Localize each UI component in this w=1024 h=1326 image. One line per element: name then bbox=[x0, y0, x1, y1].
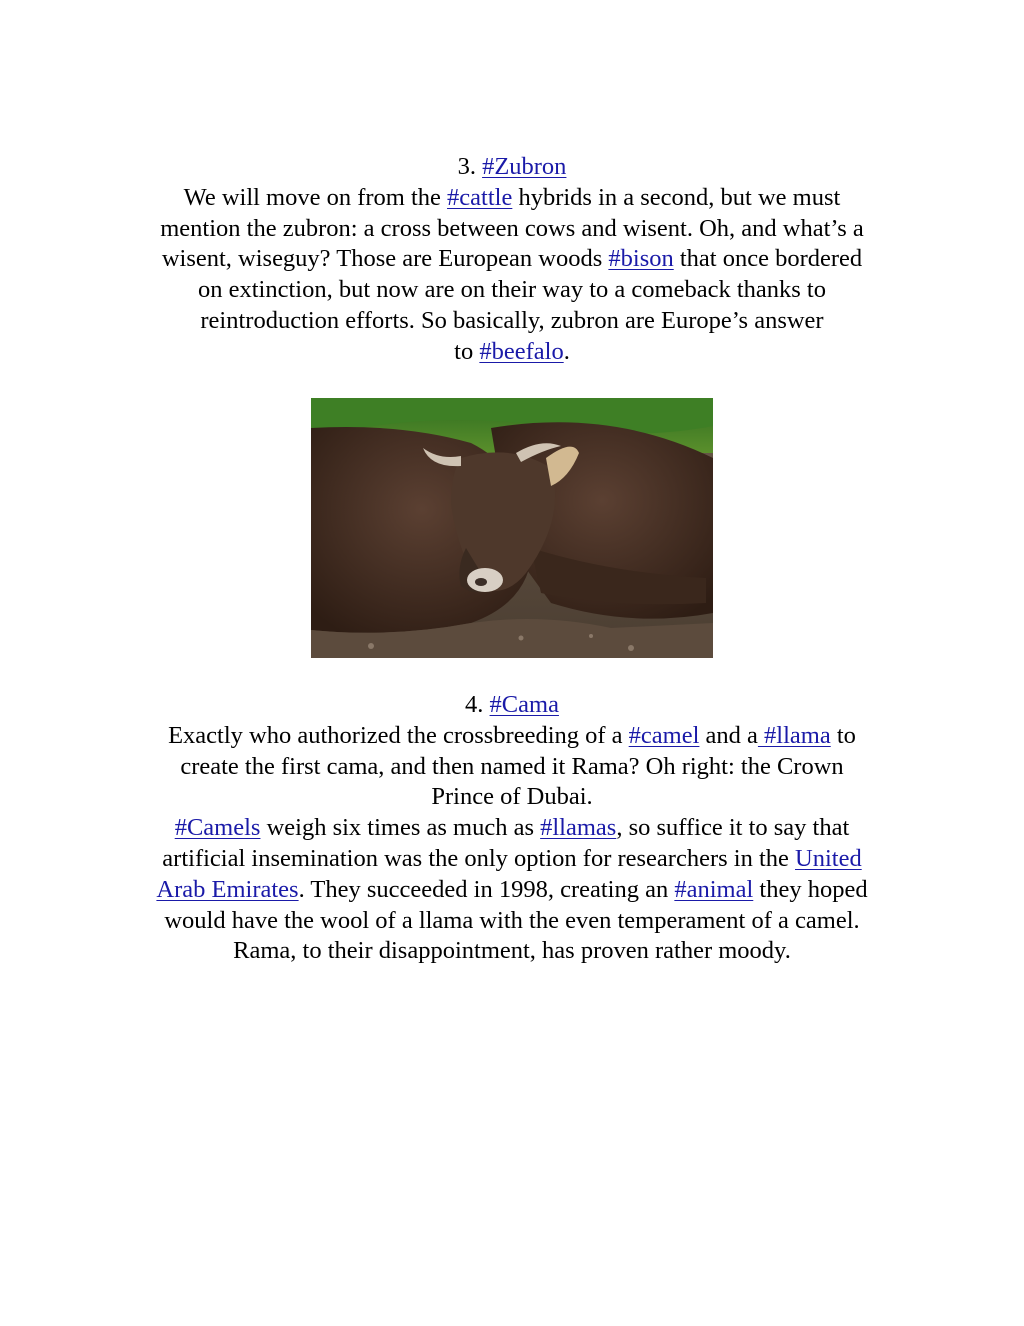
section-number: 3. bbox=[457, 153, 483, 180]
section-number: 4. bbox=[465, 691, 490, 718]
zubron-photo bbox=[311, 398, 713, 658]
paragraph-line: mention the zubron: a cross between cows and wisent. Oh, and what’s a bbox=[160, 214, 864, 242]
cattle-hashtag-link[interactable]: #cattle bbox=[447, 183, 513, 211]
text-span: Exactly who authorized the crossbreeding of a bbox=[168, 721, 629, 749]
text-span: We will move on from the bbox=[183, 183, 448, 211]
uae-link-part2[interactable]: Arab Emirates bbox=[156, 875, 299, 903]
paragraph-line bbox=[110, 721, 914, 752]
paragraph-line bbox=[110, 244, 914, 275]
text-span: to bbox=[454, 337, 480, 365]
paragraph-line bbox=[110, 337, 914, 368]
text-span: , so suffice it to say that bbox=[616, 814, 850, 842]
text-span: weigh six times as much as bbox=[260, 814, 541, 842]
uae-link-part1[interactable]: United bbox=[795, 844, 862, 872]
section-zubron bbox=[110, 152, 914, 368]
cama-hashtag-link[interactable]: #Cama bbox=[489, 691, 559, 718]
llamas-hashtag-link[interactable]: #llamas bbox=[540, 814, 617, 842]
section-heading bbox=[110, 152, 914, 183]
paragraph-line bbox=[110, 813, 914, 844]
paragraph-line bbox=[110, 183, 914, 214]
bison-hashtag-link[interactable]: #bison bbox=[608, 245, 674, 273]
text-span: wisent, wiseguy? Those are European woods bbox=[161, 245, 609, 273]
text-span: artificial insemination was the only option for researchers in the bbox=[162, 844, 796, 872]
text-span: . bbox=[563, 337, 570, 365]
paragraph-line: create the first cama, and then named it Rama? Oh right: the Crown bbox=[180, 752, 844, 780]
text-span: hybrids in a second, but we must bbox=[512, 183, 841, 211]
camels-hashtag-link[interactable]: #Camels bbox=[174, 814, 261, 842]
paragraph-line: Prince of Dubai. bbox=[431, 783, 593, 811]
text-span: and a bbox=[699, 721, 758, 749]
paragraph-line: would have the wool of a llama with the even temperament of a camel. bbox=[164, 906, 860, 934]
paragraph-line: reintroduction efforts. So basically, zubron are Europe’s answer bbox=[200, 306, 824, 334]
text-span: they hoped bbox=[753, 875, 868, 903]
paragraph-line: Rama, to their disappointment, has proven rather moody. bbox=[233, 937, 791, 965]
paragraph-line: on extinction, but now are on their way to a comeback thanks to bbox=[198, 276, 826, 304]
text-span: that once bordered bbox=[673, 245, 863, 273]
section-heading bbox=[110, 690, 914, 721]
text-span: . They succeeded in 1998, creating an bbox=[298, 875, 675, 903]
llama-hashtag-link[interactable]: #llama bbox=[757, 721, 831, 749]
paragraph-line bbox=[110, 844, 914, 875]
section-cama bbox=[110, 690, 914, 967]
text-span: to bbox=[830, 721, 856, 749]
zubron-hashtag-link[interactable]: #Zubron bbox=[482, 153, 567, 180]
paragraph-line bbox=[110, 875, 914, 906]
animal-hashtag-link[interactable]: #animal bbox=[674, 875, 754, 903]
beefalo-hashtag-link[interactable]: #beefalo bbox=[479, 337, 564, 365]
camel-hashtag-link[interactable]: #camel bbox=[628, 721, 700, 749]
